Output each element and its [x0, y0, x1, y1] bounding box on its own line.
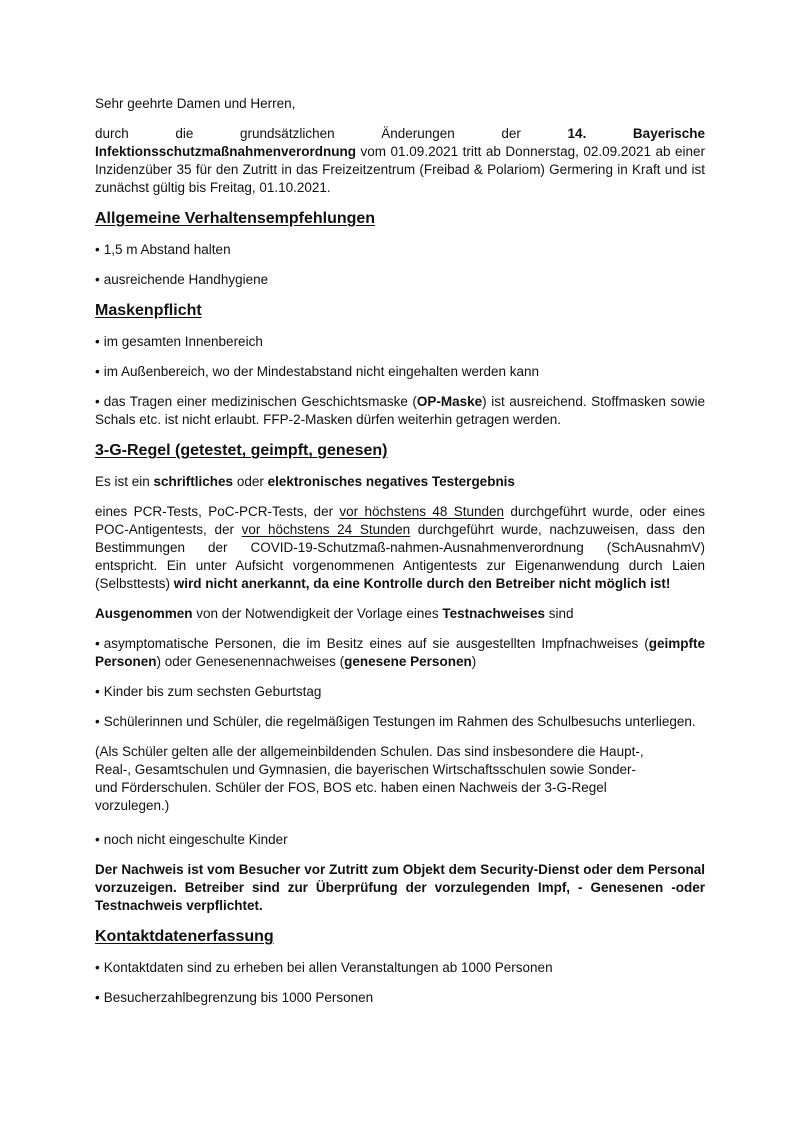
list-item-text: im gesamten Innenbereich: [103, 334, 263, 349]
asym-text-1: asymptomatische Personen, die im Besitz eines auf sie ausgestellten Impfnachweises (: [103, 636, 649, 651]
list-item-text: 1,5 m Abstand halten: [103, 242, 231, 257]
asym-text-3: ): [471, 654, 477, 669]
list-item: [95, 635, 705, 671]
vaccinated-term: geimpfte Personen: [95, 636, 705, 669]
pcr-time-limit: vor höchstens 48 Stunden: [339, 504, 505, 519]
note-line: (Als Schüler gelten alle der allgemeinbildenden Schulen. Das sind insbesondere die Haupt-,: [95, 744, 644, 759]
heading-mask-requirement: Maskenpflicht: [95, 302, 202, 319]
list-item-text: im Außenbereich, wo der Mindestabstand nicht eingehalten werden kann: [103, 364, 540, 379]
exemption-paragraph: [95, 605, 705, 623]
list-item-text: Kontaktdaten sind zu erheben bei allen Veranstaltungen ab 1000 Personen: [103, 960, 553, 975]
mask-paragraph: [95, 393, 705, 429]
note-line: und Förderschulen. Schüler der FOS, BOS etc. haben einen Nachweis der 3-G-Regel: [95, 780, 607, 795]
recovered-term: genesene Personen: [344, 654, 472, 669]
list-item-text: noch nicht eingeschulte Kinder: [103, 832, 288, 847]
bullet-icon: •: [95, 714, 100, 729]
intro-text-1: durch die grundsätzlichen Änderungen der: [95, 126, 568, 141]
selftest-warning: wird nicht anerkannt, da eine Kontrolle durch den Betreiber nicht möglich ist!: [173, 576, 671, 591]
bullet-icon: •: [95, 960, 100, 975]
regulation-name: 14. Bayerische Infektionsschutzmaßnahmenverordnung: [95, 126, 705, 159]
list-item: [95, 271, 705, 289]
note-line: Real-, Gesamtschulen und Gymnasien, die bayerischen Wirtschaftsschulen sowie Sonder-: [95, 762, 637, 777]
list-item: [95, 363, 705, 381]
lead-text-2: oder: [233, 474, 268, 489]
document-body: [95, 95, 705, 1019]
list-item: [95, 713, 705, 731]
mask-text-2: ) ist ausreichend. Stoffmasken sowie Schals etc. ist nicht erlaubt. FFP-2-Masken dürfen weiterhin getragen werden.: [95, 394, 705, 427]
list-item: [95, 241, 705, 259]
exempt-text-1: von der Notwendigkeit der Vorlage eines: [192, 606, 443, 621]
bullet-icon: •: [95, 832, 100, 847]
test-requirements-paragraph: [95, 503, 705, 593]
students-note: [95, 743, 705, 815]
intro-text-2: vom 01.09.2021 tritt ab Donnerstag, 02.09.2021 ab einer Inzidenzüber 35 für den Zutritt in das Freizeitzentrum (Freibad & Polariom) Germering in Kraft und ist zunächst gültig bis Freitag, 01.10.2021.: [95, 144, 705, 195]
asym-text-2: ) oder Genesenennachweises (: [156, 654, 345, 669]
list-item: [95, 989, 705, 1007]
exempt-text-2: sind: [544, 606, 574, 621]
bullet-icon: •: [95, 394, 100, 409]
bullet-icon: •: [95, 272, 100, 287]
bullet-icon: •: [95, 990, 100, 1005]
op-mask-term: OP-Maske: [416, 394, 483, 409]
antigen-time-limit: vor höchstens 24 Stunden: [241, 522, 411, 537]
list-item-text: Kinder bis zum sechsten Geburtstag: [103, 684, 322, 699]
bullet-icon: •: [95, 364, 100, 379]
bullet-icon: •: [95, 242, 100, 257]
list-item: [95, 959, 705, 977]
list-item: [95, 683, 705, 701]
bullet-icon: •: [95, 334, 100, 349]
list-item: [95, 831, 705, 849]
lead-text-1: Es ist ein: [95, 474, 154, 489]
heading-contact-data: Kontaktdatenerfassung: [95, 928, 274, 945]
proof-text: Der Nachweis ist vom Besucher vor Zutritt zum Objekt dem Security-Dienst oder dem Personal vorzuzeigen. Betreiber sind zur Überprüfung der vorzulegenden Impf, - Genesenen -oder Testnachweis verpflichtet.: [95, 862, 705, 913]
test-lead-paragraph: [95, 473, 705, 491]
greeting: Sehr geehrte Damen und Herren,: [95, 96, 296, 111]
lead-bold-2: elektronisches negatives Testergebnis: [267, 474, 515, 489]
note-line: vorzulegen.): [95, 798, 170, 813]
list-item-text: Schülerinnen und Schüler, die regelmäßigen Testungen im Rahmen des Schulbesuchs unterliegen.: [103, 714, 696, 729]
exempt-bold-2: Testnachweises: [442, 606, 545, 621]
tests-text-2: durchgeführt wurde, oder eines POC-Antigentests, der: [95, 504, 706, 537]
list-item-text: ausreichende Handhygiene: [103, 272, 269, 287]
lead-bold-1: schriftliches: [153, 474, 234, 489]
bullet-icon: •: [95, 636, 100, 651]
exempt-bold-1: Ausgenommen: [95, 606, 193, 621]
bullet-icon: •: [95, 684, 100, 699]
proof-paragraph: [95, 861, 705, 915]
list-item-text: Besucherzahlbegrenzung bis 1000 Personen: [103, 990, 374, 1005]
tests-text-1: eines PCR-Tests, PoC-PCR-Tests, der: [95, 504, 340, 519]
mask-text-1: das Tragen einer medizinischen Geschichtsmaske (: [103, 394, 417, 409]
heading-3g-rule: 3-G-Regel (getestet, geimpft, genesen): [95, 442, 388, 459]
list-item: [95, 333, 705, 351]
heading-general-recommendations: Allgemeine Verhaltensempfehlungen: [95, 210, 376, 227]
intro-paragraph: [95, 125, 705, 197]
tests-text-3: durchgeführt wurde, nachzuweisen, dass den Bestimmungen der COVID-19-Schutzmaß-nahmen-Ausnahmenverordnung (SchAusnahmV) entspricht. Ein unter Aufsicht vorgenommenen Antigentests zur Eigenanwendung durch Laien (Selbsttests): [95, 522, 705, 591]
